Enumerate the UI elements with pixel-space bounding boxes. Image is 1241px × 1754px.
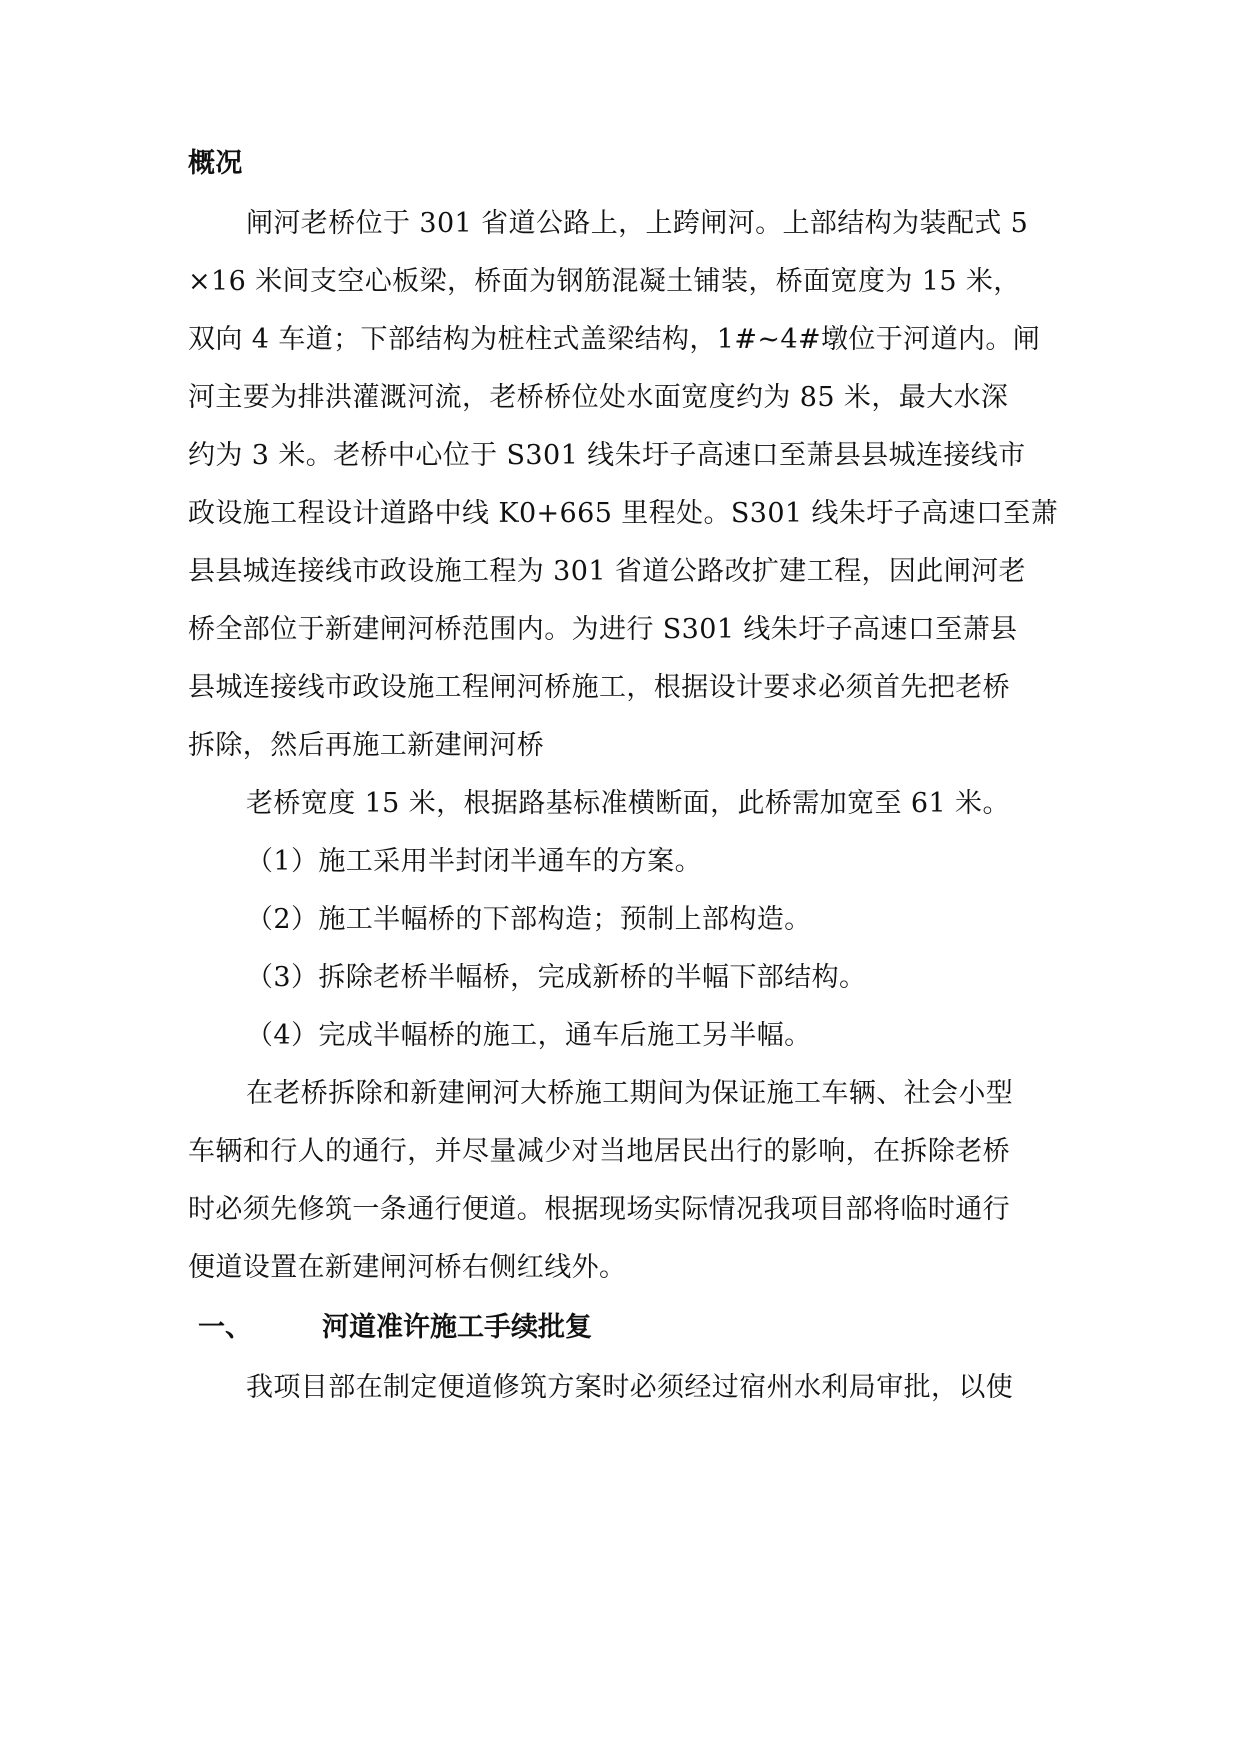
overview-line: ×16 米间支空心板梁，桥面为钢筋混凝土铺装，桥面宽度为 15 米， xyxy=(188,266,1021,297)
detour-line: 便道设置在新建闸河桥右侧红线外。 xyxy=(188,1252,627,1283)
section-paragraph-line: 我项目部在制定便道修筑方案时必须经过宿州水利局审批，以使 xyxy=(246,1372,1014,1403)
overview-line: 县县城连接线市政设施工程为 301 省道公路改扩建工程，因此闸河老 xyxy=(188,556,1026,587)
step-item: （4）完成半幅桥的施工，通车后施工另半幅。 xyxy=(246,1020,812,1051)
step-item: （2）施工半幅桥的下部构造；预制上部构造。 xyxy=(246,904,812,935)
overview-line: 双向 4 车道；下部结构为桩柱式盖梁结构，1#~4#墩位于河道内。闸 xyxy=(188,324,1041,355)
overview-line: 桥全部位于新建闸河桥范围内。为进行 S301 线朱圩子高速口至萧县 xyxy=(188,614,1018,645)
section-number: 一、 xyxy=(198,1312,252,1343)
detour-line: 在老桥拆除和新建闸河大桥施工期间为保证施工车辆、社会小型 xyxy=(246,1078,1014,1109)
detour-line: 时必须先修筑一条通行便道。根据现场实际情况我项目部将临时通行 xyxy=(188,1194,1010,1225)
page-title: 概况 xyxy=(188,148,243,179)
overview-line: 闸河老桥位于 301 省道公路上，上跨闸河。上部结构为装配式 5 xyxy=(246,208,1029,239)
overview-line: 县城连接线市政设施工程闸河桥施工，根据设计要求必须首先把老桥 xyxy=(188,672,1010,703)
overview-line: 约为 3 米。老桥中心位于 S301 线朱圩子高速口至萧县县城连接线市 xyxy=(188,440,1026,471)
overview-line: 河主要为排洪灌溉河流，老桥桥位处水面宽度约为 85 米，最大水深 xyxy=(188,382,1009,413)
detour-line: 车辆和行人的通行，并尽量减少对当地居民出行的影响，在拆除老桥 xyxy=(188,1136,1010,1167)
width-paragraph: 老桥宽度 15 米，根据路基标准横断面，此桥需加宽至 61 米。 xyxy=(246,788,1010,819)
overview-line: 政设施工程设计道路中线 K0+665 里程处。S301 线朱圩子高速口至萧 xyxy=(188,498,1059,529)
step-item: （1）施工采用半封闭半通车的方案。 xyxy=(246,846,702,877)
section-title: 河道准许施工手续批复 xyxy=(322,1312,592,1343)
overview-line: 拆除，然后再施工新建闸河桥 xyxy=(188,730,545,761)
step-item: （3）拆除老桥半幅桥，完成新桥的半幅下部结构。 xyxy=(246,962,867,993)
